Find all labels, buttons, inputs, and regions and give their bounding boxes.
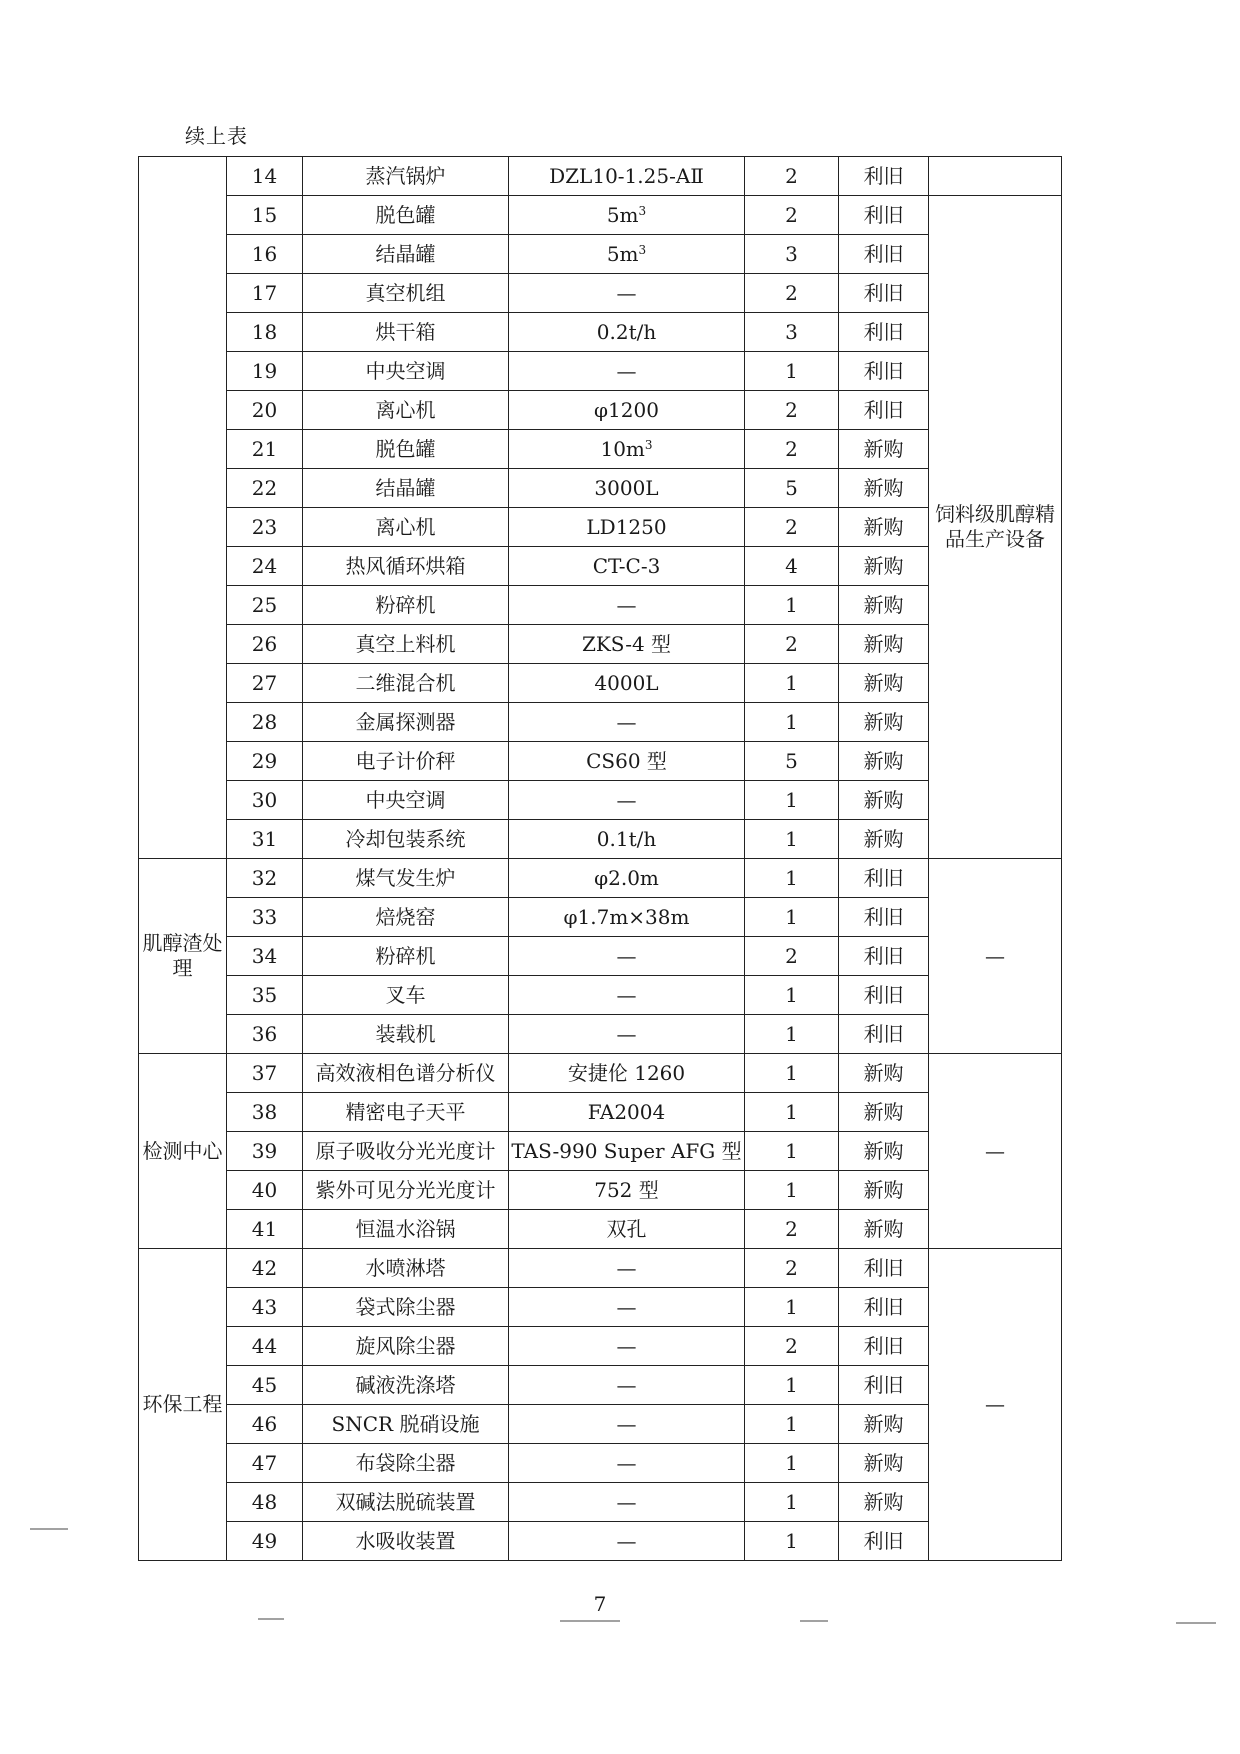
status-cell: 新购 [839,547,929,586]
table-row [139,976,1062,1015]
equipment-name-cell: 粉碎机 [303,586,509,625]
quantity-cell: 2 [745,1327,839,1366]
quantity-cell: 2 [745,625,839,664]
spec-text: — [616,1294,637,1319]
table-row [139,1132,1062,1171]
equipment-name-cell: 热风循环烘箱 [303,547,509,586]
category-cell: 环保工程 [139,1249,227,1561]
seq-cell: 16 [227,235,303,274]
equipment-name-cell: 烘干箱 [303,313,509,352]
seq-cell: 41 [227,1210,303,1249]
equipment-name-cell: 紫外可见分光光度计 [303,1171,509,1210]
seq-cell: 39 [227,1132,303,1171]
status-cell: 新购 [839,1483,929,1522]
table-row [139,1405,1062,1444]
spec-cell [509,1171,745,1210]
equipment-name-cell: SNCR 脱硝设施 [303,1405,509,1444]
quantity-cell: 1 [745,1483,839,1522]
quantity-cell: 1 [745,703,839,742]
equipment-name-cell: 结晶罐 [303,469,509,508]
quantity-cell: 1 [745,1288,839,1327]
spec-text: — [616,592,637,617]
spec-superscript: 3 [638,242,647,257]
spec-cell [509,1249,745,1288]
table-caption: 续上表 [185,124,248,148]
remark-cell: — [929,859,1062,1054]
spec-cell [509,664,745,703]
equipment-name-cell: 焙烧窑 [303,898,509,937]
spec-text: — [616,1255,637,1280]
spec-cell [509,313,745,352]
table-row [139,1015,1062,1054]
seq-cell: 24 [227,547,303,586]
spec-cell [509,1093,745,1132]
table-row [139,196,1062,235]
quantity-cell: 1 [745,898,839,937]
status-cell: 新购 [839,1171,929,1210]
quantity-cell: 1 [745,1171,839,1210]
spec-text: FA2004 [587,1099,666,1124]
status-cell: 新购 [839,586,929,625]
status-cell: 利旧 [839,937,929,976]
spec-cell [509,703,745,742]
equipment-name-cell: 金属探测器 [303,703,509,742]
spec-text: 安捷伦 1260 [567,1060,686,1085]
spec-cell [509,430,745,469]
spec-text: — [616,787,637,812]
seq-cell: 46 [227,1405,303,1444]
spec-text: — [616,1489,637,1514]
status-cell: 新购 [839,1444,929,1483]
table-row [139,274,1062,313]
status-cell: 利旧 [839,1015,929,1054]
spec-text: CT-C-3 [592,553,661,578]
seq-cell: 38 [227,1093,303,1132]
spec-cell [509,625,745,664]
equipment-name-cell: 二维混合机 [303,664,509,703]
category-cell: 肌醇渣处理 [139,859,227,1054]
quantity-cell: 2 [745,391,839,430]
quantity-cell: 2 [745,508,839,547]
table-row [139,391,1062,430]
table-row [139,625,1062,664]
quantity-cell: 1 [745,1405,839,1444]
quantity-cell: 1 [745,1054,839,1093]
table-row [139,820,1062,859]
spec-text: 3000L [594,475,659,500]
table-row [139,1054,1062,1093]
spec-text: — [616,1528,637,1553]
equipment-name-cell: 双碱法脱硫装置 [303,1483,509,1522]
status-cell: 新购 [839,625,929,664]
spec-cell [509,781,745,820]
spec-text: 0.2t/h [596,319,657,344]
seq-cell: 14 [227,157,303,196]
table-row [139,430,1062,469]
spec-text: — [616,1021,637,1046]
quantity-cell: 5 [745,742,839,781]
seq-cell: 18 [227,313,303,352]
quantity-cell: 1 [745,781,839,820]
seq-cell: 31 [227,820,303,859]
table-row [139,1483,1062,1522]
status-cell: 新购 [839,469,929,508]
spec-superscript: 3 [638,203,647,218]
spec-cell [509,1054,745,1093]
quantity-cell: 1 [745,1522,839,1561]
spec-cell [509,859,745,898]
spec-cell [509,274,745,313]
spec-text: 4000L [594,670,659,695]
scan-mark [30,1528,68,1530]
equipment-name-cell: 真空机组 [303,274,509,313]
spec-text: LD1250 [586,514,667,539]
category-cell [139,157,227,859]
spec-cell [509,1132,745,1171]
status-cell: 利旧 [839,157,929,196]
seq-cell: 29 [227,742,303,781]
status-cell: 利旧 [839,352,929,391]
spec-text: ZKS-4 型 [581,631,672,656]
status-cell: 利旧 [839,859,929,898]
spec-cell [509,937,745,976]
quantity-cell: 3 [745,313,839,352]
spec-text: 5m [606,202,639,227]
seq-cell: 21 [227,430,303,469]
status-cell: 利旧 [839,1522,929,1561]
spec-text: TAS-990 Super AFG 型 [511,1138,742,1163]
spec-cell [509,898,745,937]
seq-cell: 45 [227,1366,303,1405]
equipment-name-cell: 旋风除尘器 [303,1327,509,1366]
status-cell: 利旧 [839,1327,929,1366]
table-row [139,1288,1062,1327]
status-cell: 新购 [839,1132,929,1171]
spec-cell [509,1327,745,1366]
status-cell: 利旧 [839,1249,929,1288]
spec-text: — [616,982,637,1007]
status-cell: 利旧 [839,235,929,274]
equipment-name-cell: 袋式除尘器 [303,1288,509,1327]
spec-text: 双孔 [606,1216,647,1241]
seq-cell: 33 [227,898,303,937]
spec-cell [509,976,745,1015]
quantity-cell: 2 [745,274,839,313]
equipment-name-cell: 装载机 [303,1015,509,1054]
seq-cell: 49 [227,1522,303,1561]
table-row [139,1522,1062,1561]
seq-cell: 48 [227,1483,303,1522]
spec-text: φ2.0m [594,865,659,890]
table-row [139,547,1062,586]
spec-cell [509,1405,745,1444]
spec-text: — [616,1333,637,1358]
quantity-cell: 2 [745,196,839,235]
seq-cell: 28 [227,703,303,742]
spec-cell [509,1522,745,1561]
spec-cell [509,586,745,625]
spec-cell [509,1444,745,1483]
quantity-cell: 1 [745,820,839,859]
table-row [139,937,1062,976]
quantity-cell: 1 [745,1132,839,1171]
spec-cell [509,1288,745,1327]
table-row [139,235,1062,274]
spec-cell [509,1210,745,1249]
quantity-cell: 2 [745,1210,839,1249]
table-row [139,1210,1062,1249]
table-row [139,1444,1062,1483]
status-cell: 新购 [839,1054,929,1093]
spec-cell [509,235,745,274]
equipment-name-cell: 结晶罐 [303,235,509,274]
spec-superscript: 3 [644,437,653,452]
scan-mark [800,1620,828,1622]
spec-text: — [616,280,637,305]
spec-text: DZL10-1.25-AⅡ [549,163,704,188]
scan-mark [560,1620,620,1622]
table-row [139,859,1062,898]
spec-text: 10m [600,436,645,461]
status-cell: 新购 [839,781,929,820]
table-row [139,898,1062,937]
spec-cell [509,820,745,859]
equipment-name-cell: 粉碎机 [303,937,509,976]
spec-text: φ1.7m×38m [563,904,690,929]
spec-text: 752 型 [594,1177,659,1202]
equipment-name-cell: 蒸汽锅炉 [303,157,509,196]
spec-cell [509,1366,745,1405]
seq-cell: 34 [227,937,303,976]
status-cell: 新购 [839,1093,929,1132]
spec-cell [509,1015,745,1054]
table-row [139,1366,1062,1405]
seq-cell: 35 [227,976,303,1015]
status-cell: 利旧 [839,196,929,235]
table-row [139,781,1062,820]
equipment-name-cell: 脱色罐 [303,196,509,235]
table-row [139,742,1062,781]
equipment-name-cell: 电子计价秤 [303,742,509,781]
spec-text: — [616,943,637,968]
table-row [139,313,1062,352]
status-cell: 利旧 [839,274,929,313]
table-row [139,1327,1062,1366]
equipment-name-cell: 离心机 [303,391,509,430]
status-cell: 新购 [839,703,929,742]
table-row [139,469,1062,508]
seq-cell: 27 [227,664,303,703]
quantity-cell: 1 [745,859,839,898]
status-cell: 利旧 [839,391,929,430]
spec-text: — [616,709,637,734]
spec-text: φ1200 [594,397,659,422]
spec-cell [509,469,745,508]
equipment-table [138,156,1062,1561]
equipment-name-cell: 精密电子天平 [303,1093,509,1132]
equipment-name-cell: 恒温水浴锅 [303,1210,509,1249]
quantity-cell: 5 [745,469,839,508]
spec-text: CS60 型 [586,748,667,773]
status-cell: 新购 [839,664,929,703]
seq-cell: 42 [227,1249,303,1288]
table-row [139,508,1062,547]
scan-mark [258,1618,284,1620]
remark-cell: 饲料级肌醇精品生产设备 [929,196,1062,859]
equipment-name-cell: 叉车 [303,976,509,1015]
seq-cell: 25 [227,586,303,625]
status-cell: 利旧 [839,976,929,1015]
spec-text: 5m [606,241,639,266]
spec-cell [509,196,745,235]
status-cell: 新购 [839,508,929,547]
table-row [139,1249,1062,1288]
status-cell: 新购 [839,742,929,781]
quantity-cell: 2 [745,430,839,469]
status-cell: 新购 [839,820,929,859]
status-cell: 利旧 [839,313,929,352]
status-cell: 新购 [839,430,929,469]
seq-cell: 40 [227,1171,303,1210]
status-cell: 新购 [839,1210,929,1249]
quantity-cell: 3 [745,235,839,274]
table-row [139,352,1062,391]
seq-cell: 19 [227,352,303,391]
seq-cell: 32 [227,859,303,898]
seq-cell: 36 [227,1015,303,1054]
seq-cell: 26 [227,625,303,664]
equipment-name-cell: 布袋除尘器 [303,1444,509,1483]
equipment-name-cell: 中央空调 [303,352,509,391]
quantity-cell: 1 [745,1015,839,1054]
equipment-name-cell: 水吸收装置 [303,1522,509,1561]
quantity-cell: 1 [745,586,839,625]
spec-cell [509,1483,745,1522]
spec-cell [509,547,745,586]
status-cell: 利旧 [839,898,929,937]
spec-text: — [616,1450,637,1475]
quantity-cell: 1 [745,1093,839,1132]
quantity-cell: 1 [745,1444,839,1483]
seq-cell: 17 [227,274,303,313]
status-cell: 利旧 [839,1288,929,1327]
seq-cell: 30 [227,781,303,820]
table-row [139,586,1062,625]
scan-mark [1176,1622,1216,1624]
table-row [139,703,1062,742]
equipment-name-cell: 原子吸收分光光度计 [303,1132,509,1171]
table-row [139,664,1062,703]
remark-cell [929,157,1062,196]
category-cell: 检测中心 [139,1054,227,1249]
spec-text: 0.1t/h [596,826,657,851]
page-number: 7 [593,1592,607,1616]
seq-cell: 23 [227,508,303,547]
equipment-name-cell: 碱液洗涤塔 [303,1366,509,1405]
table-row [139,1093,1062,1132]
quantity-cell: 1 [745,1366,839,1405]
table-row [139,1171,1062,1210]
seq-cell: 44 [227,1327,303,1366]
quantity-cell: 2 [745,157,839,196]
equipment-name-cell: 离心机 [303,508,509,547]
seq-cell: 43 [227,1288,303,1327]
equipment-table-body [139,157,1062,1561]
status-cell: 利旧 [839,1366,929,1405]
spec-cell [509,508,745,547]
spec-cell [509,352,745,391]
seq-cell: 20 [227,391,303,430]
spec-cell [509,742,745,781]
equipment-name-cell: 高效液相色谱分析仪 [303,1054,509,1093]
seq-cell: 15 [227,196,303,235]
equipment-name-cell: 冷却包装系统 [303,820,509,859]
equipment-name-cell: 真空上料机 [303,625,509,664]
table-row [139,157,1062,196]
equipment-name-cell: 煤气发生炉 [303,859,509,898]
remark-cell: — [929,1249,1062,1561]
spec-text: — [616,358,637,383]
seq-cell: 37 [227,1054,303,1093]
status-cell: 新购 [839,1405,929,1444]
quantity-cell: 4 [745,547,839,586]
spec-cell [509,157,745,196]
quantity-cell: 2 [745,1249,839,1288]
spec-text: — [616,1411,637,1436]
spec-cell [509,391,745,430]
quantity-cell: 1 [745,976,839,1015]
seq-cell: 47 [227,1444,303,1483]
quantity-cell: 1 [745,664,839,703]
quantity-cell: 1 [745,352,839,391]
remark-cell: — [929,1054,1062,1249]
equipment-name-cell: 脱色罐 [303,430,509,469]
quantity-cell: 2 [745,937,839,976]
spec-text: — [616,1372,637,1397]
equipment-name-cell: 中央空调 [303,781,509,820]
seq-cell: 22 [227,469,303,508]
equipment-name-cell: 水喷淋塔 [303,1249,509,1288]
